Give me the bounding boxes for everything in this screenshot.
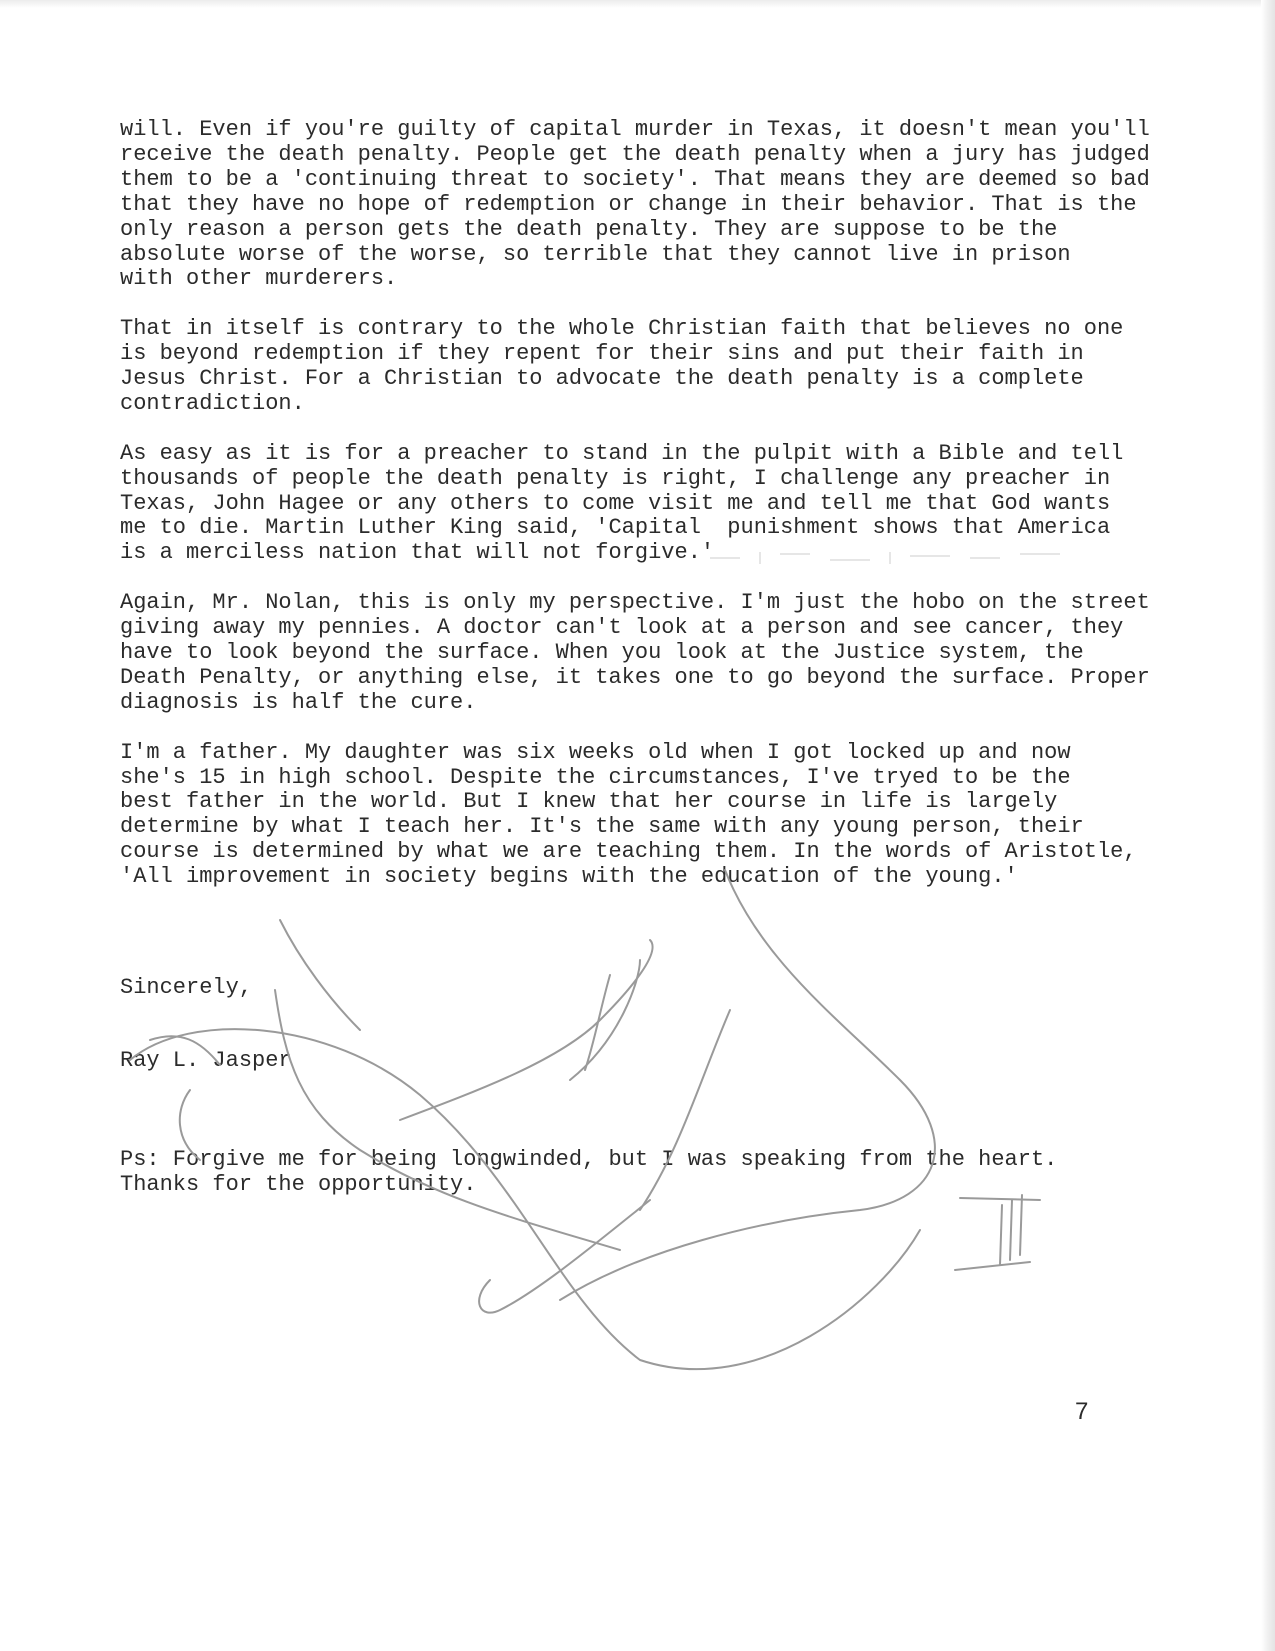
text-line: with other murderers. <box>120 266 398 292</box>
text-line: me to die. Martin Luther King said, 'Capital punishment shows that America <box>120 515 1111 541</box>
sender-name: Ray L. Jasper <box>120 1048 292 1073</box>
text-line: only reason a person gets the death penalty. They are suppose to be the <box>120 216 1058 242</box>
postscript-line-2: Thanks for the opportunity. <box>120 1172 477 1197</box>
paragraph-5 <box>120 739 1137 890</box>
text-line: 'All improvement in society begins with the education of the young.' <box>120 864 1018 890</box>
text-line: course is determined by what we are teaching them. In the words of Aristotle, <box>120 839 1137 865</box>
text-line: giving away my pennies. A doctor can't look at a person and see cancer, they <box>120 615 1124 641</box>
text-line: is a merciless nation that will not forgive.' <box>120 540 715 566</box>
text-line: will. Even if you're guilty of capital murder in Texas, it doesn't mean you'll <box>120 117 1150 142</box>
paragraph-4 <box>120 590 1150 716</box>
text-line: that they have no hope of redemption or change in their behavior. That is the <box>120 191 1137 217</box>
text-line: That in itself is contrary to the whole Christian faith that believes no one <box>120 316 1124 342</box>
text-line: best father in the world. But I knew that her course in life is largely <box>120 789 1058 815</box>
letter-body <box>120 117 1150 915</box>
text-line: Death Penalty, or anything else, it takes one to go beyond the surface. Proper <box>120 664 1150 690</box>
text-line: thousands of people the death penalty is right, I challenge any preacher in <box>120 465 1111 491</box>
text-line: Again, Mr. Nolan, this is only my perspective. I'm just the hobo on the street <box>120 590 1150 616</box>
paragraph-2 <box>120 316 1124 417</box>
text-line: have to look beyond the surface. When you look at the Justice system, the <box>120 639 1084 665</box>
text-line: As easy as it is for a preacher to stand in the pulpit with a Bible and tell <box>120 440 1124 466</box>
paragraph-1 <box>120 117 1150 292</box>
postscript-line-1: Ps: Forgive me for being longwinded, but I was speaking from the heart. <box>120 1147 1058 1172</box>
text-line: I'm a father. My daughter was six weeks old when I got locked up and now <box>120 739 1071 765</box>
text-line: she's 15 in high school. Despite the circumstances, I've tryed to be the <box>120 764 1071 790</box>
closing: Sincerely, <box>120 975 253 1000</box>
text-line: them to be a 'continuing threat to society'. That means they are deemed so bad <box>120 166 1150 192</box>
text-line: determine by what I teach her. It's the same with any young person, their <box>120 814 1084 840</box>
page-number: 7 <box>1075 1398 1089 1425</box>
text-line: is beyond redemption if they repent for their sins and put their faith in <box>120 341 1084 367</box>
scan-edge-top <box>0 0 1275 8</box>
scan-edge-right <box>1261 0 1275 1651</box>
text-line: diagnosis is half the cure. <box>120 689 477 715</box>
bleed-through-mark <box>700 546 1100 568</box>
text-line: contradiction. <box>120 390 305 416</box>
text-line: absolute worse of the worse, so terrible that they cannot live in prison <box>120 241 1071 267</box>
text-line: Texas, John Hagee or any others to come visit me and tell me that God wants <box>120 490 1111 516</box>
text-line: receive the death penalty. People get the death penalty when a jury has judged <box>120 141 1150 167</box>
text-line: Jesus Christ. For a Christian to advocate the death penalty is a complete <box>120 366 1084 392</box>
